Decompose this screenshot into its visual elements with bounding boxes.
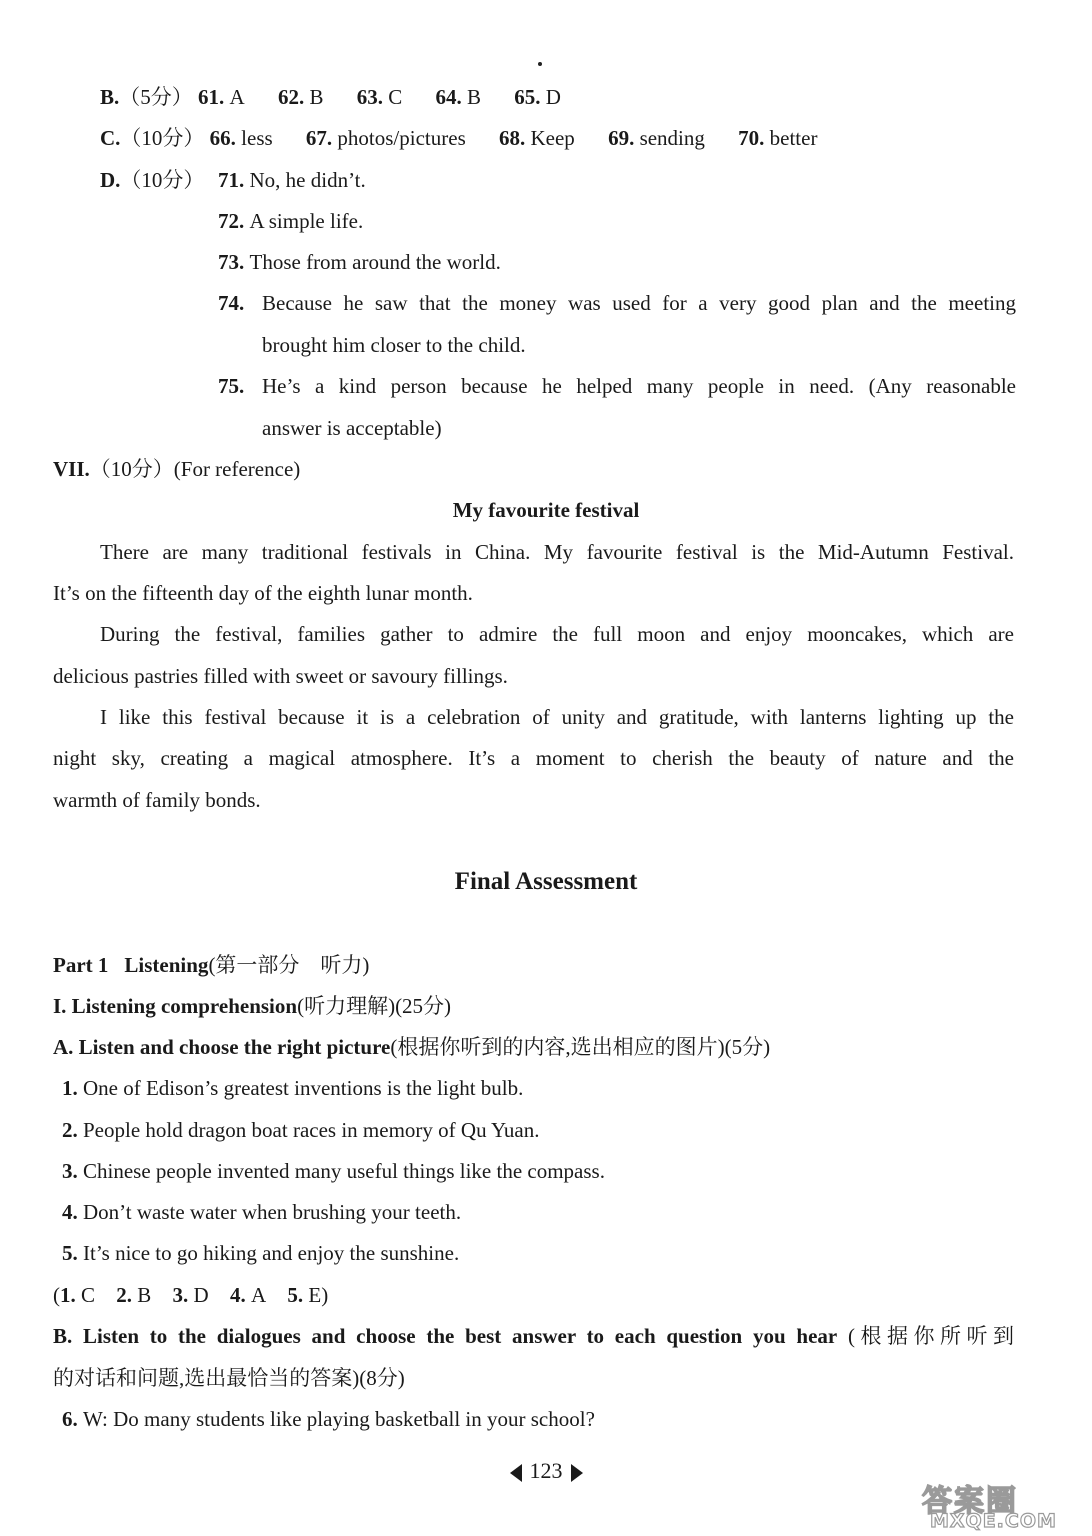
answer-row-c: C.（10分） 66. less 67. photos/pictures 68. Keep 69. sending 70. better [100, 126, 818, 150]
answer-71: 71. No, he didn’t. [218, 168, 366, 192]
essay-p2-line-1: During the festival, families gather to admire the full moon and enjoy mooncakes, which are [100, 622, 1014, 646]
essay-title: My favourite festival [452, 498, 640, 522]
essay-p3-line-1: I like this festival because it is a celebration of unity and gratitude, with lanterns lighting up the [100, 705, 1014, 729]
answer-74-line-2: brought him closer to the child. [262, 333, 526, 357]
answer-72: 72. A simple life. [218, 209, 364, 233]
listen-item-5: 5. It’s nice to go hiking and enjoy the sunshine. [62, 1241, 460, 1265]
answer-75-line-1: He’s a kind person because he helped many people in need. (Any reasonable [262, 374, 1016, 398]
section-b-heading-line-2: 的对话和问题,选出最恰当的答案)(8分) [53, 1366, 405, 1390]
answer-row-b: B.（5分） 61. A 62. B 63. C 64. B 65. D [100, 85, 561, 109]
answer-74-number: 74. [218, 291, 245, 315]
listen-item-4: 4. Don’t waste water when brushing your teeth. [62, 1200, 462, 1224]
listen-item-1: 1. One of Edison’s greatest inventions is the light bulb. [62, 1076, 524, 1100]
listen-item-2: 2. People hold dragon boat races in memory of Qu Yuan. [62, 1118, 540, 1142]
answers-a-row: (1. C 2. B 3. D 4. A 5. E) [53, 1283, 329, 1307]
section-b-heading-line-1: B. Listen to the dialogues and choose the best answer to each question you hear (根据你所听到 [53, 1324, 1015, 1348]
answer-73: 73. Those from around the world. [218, 250, 501, 274]
essay-p2-line-2: delicious pastries filled with sweet or savoury fillings. [53, 664, 508, 688]
listen-item-3: 3. Chinese people invented many useful things like the compass. [62, 1159, 605, 1183]
right-triangle-icon [571, 1464, 583, 1482]
essay-p1-line-2: It’s on the fifteenth day of the eighth lunar month. [53, 581, 473, 605]
final-assessment-title: Final Assessment [454, 868, 638, 895]
left-triangle-icon [510, 1464, 522, 1482]
page-number: 123 [0, 1458, 1092, 1484]
section-vii-heading: VII.（10分）(For reference) [53, 457, 301, 481]
watermark-logo: 答案圈 MXQE.COM [922, 1484, 1057, 1532]
answer-75-number: 75. [218, 374, 245, 398]
question-6: 6. W: Do many students like playing basketball in your school? [62, 1407, 595, 1431]
essay-p1-line-1: There are many traditional festivals in China. My favourite festival is the Mid-Autumn Festival. [100, 540, 1014, 564]
section-i-heading: I. Listening comprehension(听力理解)(25分) [53, 994, 452, 1018]
answer-row-d: D.（10分） [100, 168, 205, 192]
essay-p3-line-2: night sky, creating a magical atmosphere. It’s a moment to cherish the beauty of nature and the [53, 746, 1014, 770]
stray-mark [538, 62, 542, 66]
section-a-heading: A. Listen and choose the right picture(根据你听到的内容,选出相应的图片)(5分) [53, 1035, 771, 1059]
answer-75-line-2: answer is acceptable) [262, 416, 442, 440]
answer-74-line-1: Because he saw that the money was used for a very good plan and the meeting [262, 291, 1016, 315]
essay-p3-line-3: warmth of family bonds. [53, 788, 261, 812]
part1-heading: Part 1 Listening(第一部分 听力) [53, 953, 370, 977]
